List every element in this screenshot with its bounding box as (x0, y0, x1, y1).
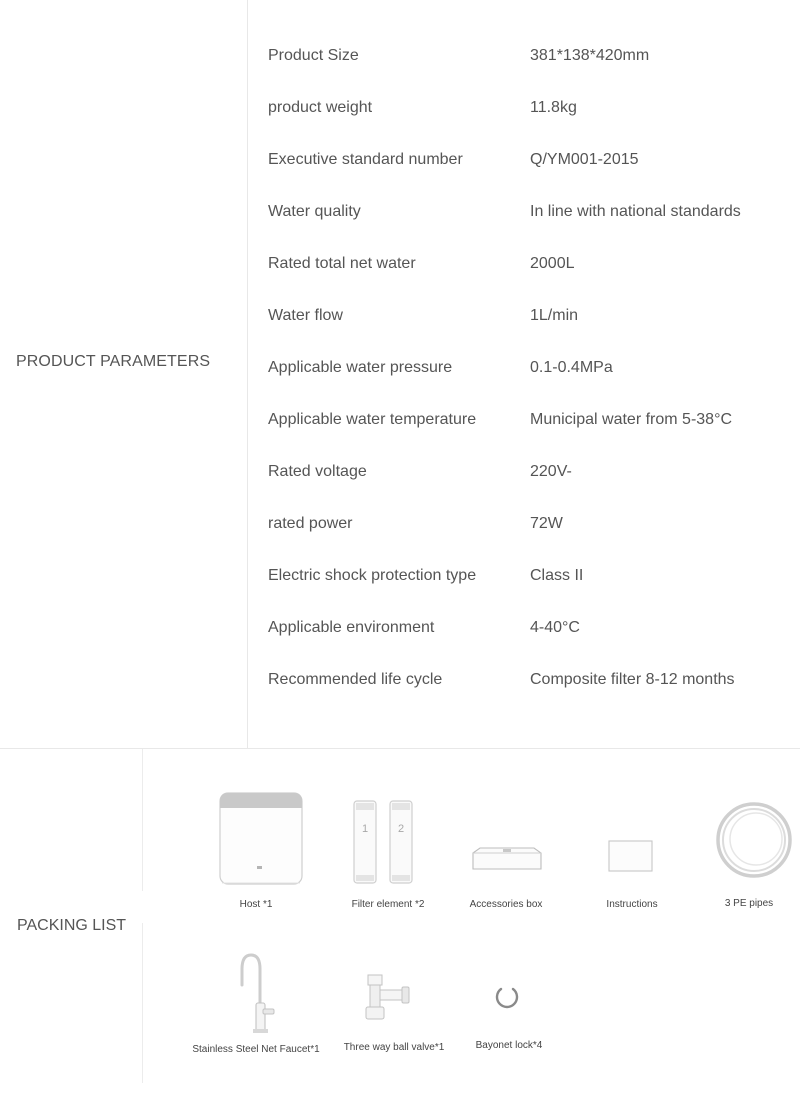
param-value: 0.1-0.4MPa (530, 359, 613, 376)
packing-item-pe-pipes (714, 799, 794, 909)
item-caption: Host *1 (239, 899, 273, 910)
packing-item-faucet (192, 951, 320, 1055)
divider-vertical (142, 749, 143, 891)
param-label: Applicable water pressure (268, 359, 453, 376)
packing-item-filter-element (350, 799, 425, 910)
item-caption: Instructions (606, 899, 658, 910)
param-label: Water flow (268, 307, 343, 324)
param-row (268, 359, 800, 379)
ball-valve-icon (362, 972, 414, 1024)
param-value: 220V- (530, 463, 572, 480)
item-caption: Bayonet lock*4 (475, 1040, 543, 1051)
param-label: Rated voltage (268, 463, 367, 480)
param-label: Product Size (268, 47, 359, 64)
pe-pipes-icon (714, 799, 794, 881)
param-row (268, 671, 800, 691)
item-caption: 3 PE pipes (724, 898, 774, 909)
bayonet-lock-icon (494, 985, 520, 1011)
item-caption: Stainless Steel Net Faucet*1 (192, 1044, 320, 1055)
packing-list-section (0, 749, 800, 1101)
param-row (268, 411, 800, 431)
instructions-icon (606, 839, 656, 873)
param-label: Applicable environment (268, 619, 435, 636)
packing-item-host (217, 790, 305, 910)
param-label: Electric shock protection type (268, 567, 477, 584)
divider-vertical (247, 0, 248, 748)
param-label: Recommended life cycle (268, 671, 443, 688)
packing-item-bayonet-lock (475, 985, 543, 1051)
filter-mark-2: 2 (397, 823, 405, 835)
param-label: Water quality (268, 203, 361, 220)
filter-mark-1: 1 (361, 823, 369, 835)
param-value: Composite filter 8-12 months (530, 671, 735, 688)
param-value: 2000L (530, 255, 575, 272)
param-value: 4-40°C (530, 619, 580, 636)
param-label: Applicable water temperature (268, 411, 477, 428)
param-row (268, 255, 800, 275)
param-value: 72W (530, 515, 563, 532)
packing-item-instructions (606, 839, 658, 910)
param-value: Municipal water from 5-38°C (530, 411, 733, 428)
faucet-icon (236, 951, 280, 1035)
item-caption: Filter element *2 (351, 899, 425, 910)
product-parameters-title: PRODUCT PARAMETERS (16, 353, 211, 370)
param-row (268, 151, 800, 171)
item-caption: Three way ball valve*1 (343, 1042, 445, 1053)
param-row (268, 47, 800, 67)
param-value: 11.8kg (530, 99, 577, 116)
packing-list-title: PACKING LIST (17, 917, 127, 934)
param-row (268, 619, 800, 639)
param-value: 1L/min (530, 307, 579, 324)
param-row (268, 203, 800, 223)
param-label: Rated total net water (268, 255, 416, 272)
item-caption: Accessories box (469, 899, 543, 910)
param-label: product weight (268, 99, 373, 116)
param-row (268, 567, 800, 587)
param-value: Q/YM001-2015 (530, 151, 639, 168)
packing-item-ball-valve (343, 972, 445, 1053)
param-value: Class II (530, 567, 584, 584)
packing-item-accessories-box (469, 845, 544, 910)
filter-element-icon (350, 799, 416, 885)
param-label: rated power (268, 515, 353, 532)
param-value: 381*138*420mm (530, 47, 650, 64)
param-row (268, 99, 800, 119)
accessories-box-icon (470, 845, 544, 875)
param-row (268, 307, 800, 327)
param-label: Executive standard number (268, 151, 463, 168)
param-row (268, 463, 800, 483)
param-value: In line with national standards (530, 203, 741, 220)
divider-vertical (142, 923, 143, 1083)
param-row (268, 515, 800, 535)
host-icon (217, 790, 305, 886)
